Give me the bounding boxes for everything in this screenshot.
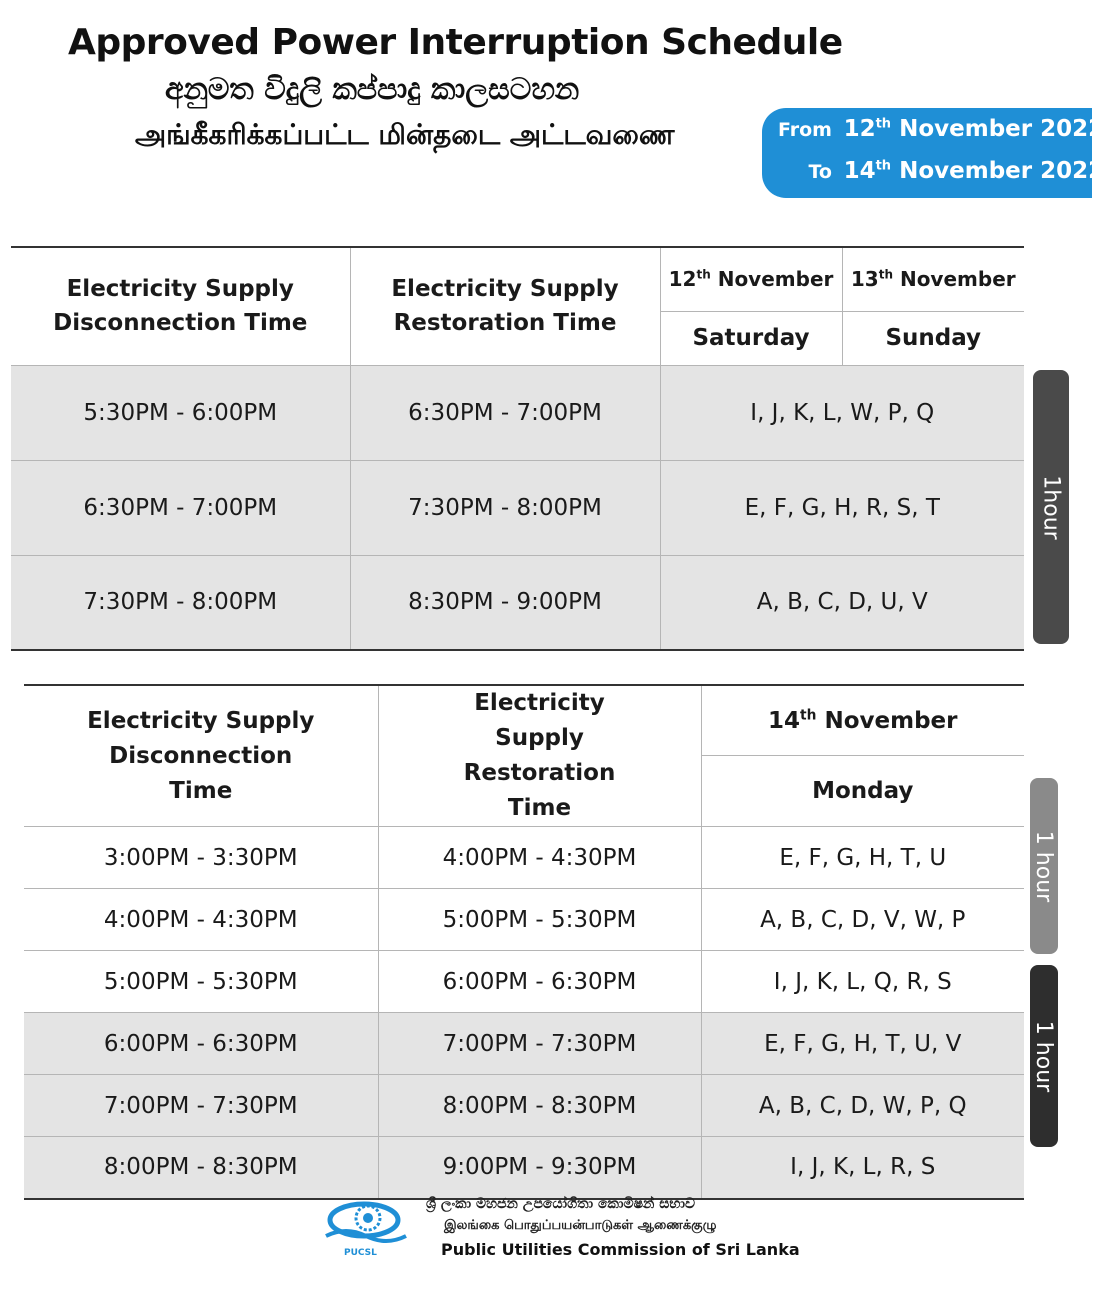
- period-to: [762, 158, 1104, 184]
- to-label: To: [808, 161, 832, 183]
- footer: [316, 1188, 800, 1268]
- org-name-tamil: இலங்கை பொதுப்பயன்பாடுகள் ஆணைக்குழு: [444, 1218, 717, 1233]
- header-restore: Electricity Supply Restoration Time: [350, 247, 660, 365]
- restore-time: 5:00PM - 5:30PM: [378, 889, 701, 951]
- restore-time: 4:00PM - 4:30PM: [378, 827, 701, 889]
- header-day-12: 12th November: [660, 247, 842, 311]
- header-disconnect: Electricity Supply Disconnection Time: [24, 685, 378, 827]
- affected-groups: E, F, G, H, T, U: [701, 827, 1024, 889]
- to-date: 14th November 2022: [843, 158, 1104, 184]
- restore-time: 9:00PM - 9:30PM: [378, 1137, 701, 1199]
- duration-tab: [1030, 965, 1058, 1147]
- disconnect-time: 3:00PM - 3:30PM: [24, 827, 378, 889]
- table-row: [24, 1013, 1024, 1075]
- affected-groups: A, B, C, D, W, P, Q: [701, 1075, 1024, 1137]
- from-date: 12th November 2022: [843, 116, 1104, 142]
- duration-label: 1hour: [1038, 474, 1064, 540]
- duration-label: 1 hour: [1031, 830, 1057, 902]
- duration-tab: [1030, 778, 1058, 954]
- schedule-table-weekend: [11, 246, 1024, 651]
- table-row: [11, 460, 1024, 555]
- disconnect-time: 7:00PM - 7:30PM: [24, 1075, 378, 1137]
- restore-time: 7:30PM - 8:00PM: [350, 460, 660, 555]
- affected-groups: I, J, K, L, R, S: [701, 1137, 1024, 1199]
- affected-groups: E, F, G, H, T, U, V: [701, 1013, 1024, 1075]
- restore-time: 6:30PM - 7:00PM: [350, 365, 660, 460]
- affected-groups: I, J, K, L, Q, R, S: [701, 951, 1024, 1013]
- org-name-sinhala: ශ්‍රී ලංකා මහජන උපයෝගිතා කොමිෂන් සභාව: [426, 1196, 696, 1212]
- disconnect-time: 6:30PM - 7:00PM: [11, 460, 350, 555]
- header-restore: Electricity Supply Restoration Time: [378, 685, 701, 827]
- page-title-sinhala: අනුමත විදුලි කප්පාදු කාලසටහන: [165, 72, 580, 107]
- header-weekday-monday: Monday: [701, 756, 1024, 827]
- table-row: [24, 889, 1024, 951]
- affected-groups: A, B, C, D, V, W, P: [701, 889, 1024, 951]
- from-label: From: [778, 119, 832, 141]
- table-row: [24, 827, 1024, 889]
- period-from: [762, 116, 1104, 142]
- restore-time: 8:00PM - 8:30PM: [378, 1075, 701, 1137]
- disconnect-time: 8:00PM - 8:30PM: [24, 1137, 378, 1199]
- schedule-table-monday: [24, 684, 1024, 1200]
- restore-time: 6:00PM - 6:30PM: [378, 951, 701, 1013]
- page-title-tamil: அங்கீகரிக்கப்பட்ட மின்தடை அட்டவணை: [135, 118, 675, 151]
- disconnect-time: 5:00PM - 5:30PM: [24, 951, 378, 1013]
- logo-text: PUCSL: [344, 1248, 377, 1258]
- header-day-14: 14th November: [701, 685, 1024, 756]
- table-row: [24, 1075, 1024, 1137]
- period-badge: [762, 108, 1104, 198]
- header-disconnect: Electricity Supply Disconnection Time: [11, 247, 350, 365]
- disconnect-time: 4:00PM - 4:30PM: [24, 889, 378, 951]
- restore-time: 7:00PM - 7:30PM: [378, 1013, 701, 1075]
- header-weekday-sunday: Sunday: [842, 311, 1024, 365]
- affected-groups: A, B, C, D, U, V: [660, 555, 1024, 650]
- affected-groups: I, J, K, L, W, P, Q: [660, 365, 1024, 460]
- duration-label: 1 hour: [1031, 1020, 1057, 1092]
- disconnect-time: 7:30PM - 8:00PM: [11, 555, 350, 650]
- affected-groups: E, F, G, H, R, S, T: [660, 460, 1024, 555]
- table-row: [11, 555, 1024, 650]
- disconnect-time: 6:00PM - 6:30PM: [24, 1013, 378, 1075]
- page-title: Approved Power Interruption Schedule: [68, 22, 843, 63]
- org-name-english: Public Utilities Commission of Sri Lanka: [441, 1240, 800, 1259]
- table-row: [24, 951, 1024, 1013]
- disconnect-time: 5:30PM - 6:00PM: [11, 365, 350, 460]
- duration-tab: [1033, 370, 1069, 644]
- header-weekday-saturday: Saturday: [660, 311, 842, 365]
- table-row: [11, 365, 1024, 460]
- header-day-13: 13th November: [842, 247, 1024, 311]
- restore-time: 8:30PM - 9:00PM: [350, 555, 660, 650]
